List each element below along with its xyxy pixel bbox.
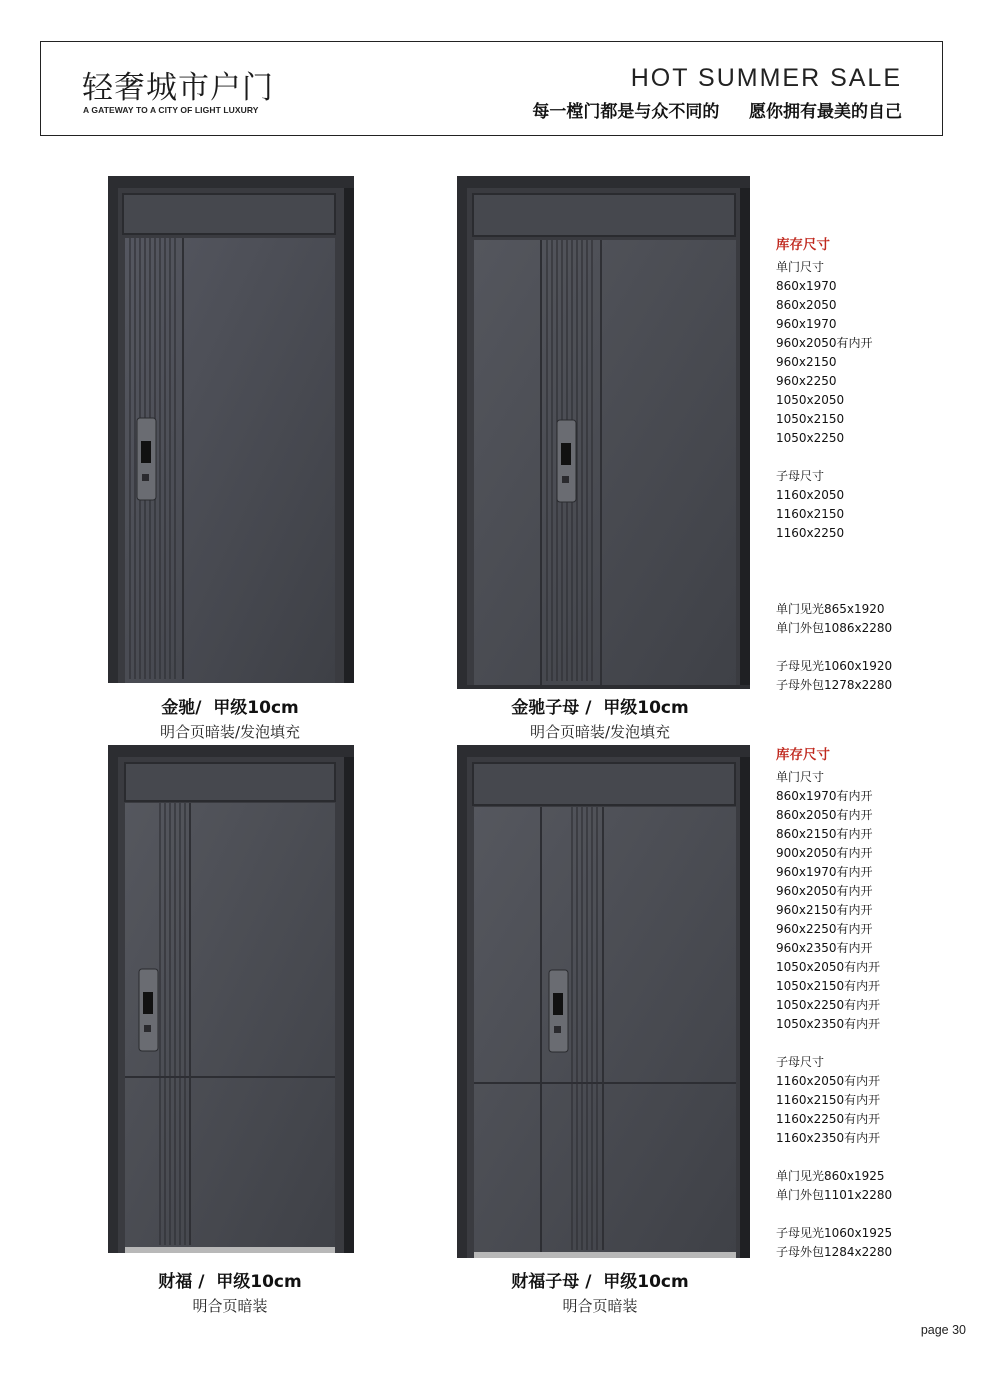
door-image-caifu-zimu: [457, 745, 750, 1258]
brand-title: 轻奢城市户门: [82, 70, 274, 106]
size-item: 960x1970: [776, 317, 837, 331]
size-item: 860x1970有内开: [776, 789, 873, 803]
note-item: 单门见光860x1925: [776, 1169, 885, 1183]
size-item: 1160x2250有内开: [776, 1112, 881, 1126]
size-item: 1050x2150有内开: [776, 979, 881, 993]
product-subtitle: 明合页暗装: [192, 1297, 268, 1315]
size-item: 1050x2150: [776, 412, 845, 426]
size-item: 860x1970: [776, 279, 837, 293]
size-item: 1050x2050有内开: [776, 960, 881, 974]
door-image-jinchi: [108, 176, 354, 683]
single-size-label: 单门尺寸: [776, 260, 825, 274]
specs-list-bottom: [776, 746, 892, 1262]
product-title: 金驰子母 / 甲级10cm: [511, 698, 689, 718]
size-item: 1050x2250有内开: [776, 998, 881, 1012]
door-image-jinchi-zimu: [457, 176, 750, 689]
size-item: 1050x2250: [776, 431, 845, 445]
product-caption-3: [100, 1267, 360, 1316]
size-item: 960x2150有内开: [776, 903, 873, 917]
size-item: 860x2050: [776, 298, 837, 312]
product-title: 财福 / 甲级10cm: [158, 1272, 302, 1292]
product-subtitle: 明合页暗装/发泡填充: [159, 723, 301, 741]
header-banner: [40, 41, 943, 136]
double-size-label: 子母尺寸: [776, 469, 825, 483]
size-item: 1160x2050有内开: [776, 1074, 881, 1088]
note-item: 子母见光1060x1925: [776, 1226, 893, 1240]
size-item: 960x1970有内开: [776, 865, 873, 879]
page-number: page 30: [920, 1323, 966, 1337]
size-item: 860x2150有内开: [776, 827, 873, 841]
product-title: 财福子母 / 甲级10cm: [511, 1272, 689, 1292]
product-caption-4: [470, 1267, 730, 1316]
size-item: 1160x2050: [776, 488, 845, 502]
size-item: 960x2050有内开: [776, 336, 873, 350]
note-item: 单门见光865x1920: [776, 602, 885, 616]
size-item: 1160x2150: [776, 507, 845, 521]
product-caption-2: [470, 693, 730, 742]
specs-list-top: [776, 236, 892, 695]
size-item: 1160x2250: [776, 526, 845, 540]
single-size-label: 单门尺寸: [776, 770, 825, 784]
product-caption-1: [100, 693, 360, 742]
product-subtitle: 明合页暗装/发泡填充: [529, 723, 671, 741]
slogan: 每一樘门都是与众不同的 愿你拥有最美的自己: [532, 102, 902, 122]
size-item: 960x2050有内开: [776, 884, 873, 898]
door-image-caifu: [108, 745, 354, 1253]
size-item: 960x2250有内开: [776, 922, 873, 936]
size-item: 960x2250: [776, 374, 837, 388]
size-item: 960x2350有内开: [776, 941, 873, 955]
size-item: 960x2150: [776, 355, 837, 369]
size-item: 900x2050有内开: [776, 846, 873, 860]
size-item: 1050x2350有内开: [776, 1017, 881, 1031]
size-item: 1050x2050: [776, 393, 845, 407]
specs-heading: 库存尺寸: [776, 747, 830, 763]
note-item: 单门外包1086x2280: [776, 621, 893, 635]
size-item: 1160x2350有内开: [776, 1131, 881, 1145]
sale-title: HOT SUMMER SALE: [630, 64, 902, 92]
note-item: 子母外包1278x2280: [776, 678, 893, 692]
note-item: 子母外包1284x2280: [776, 1245, 893, 1259]
size-item: 1160x2150有内开: [776, 1093, 881, 1107]
size-item: 860x2050有内开: [776, 808, 873, 822]
product-title: 金驰/ 甲级10cm: [161, 698, 299, 718]
double-size-label: 子母尺寸: [776, 1055, 825, 1069]
product-subtitle: 明合页暗装: [562, 1297, 638, 1315]
note-item: 单门外包1101x2280: [776, 1188, 893, 1202]
note-item: 子母见光1060x1920: [776, 659, 893, 673]
brand-subtitle: A GATEWAY TO A CITY OF LIGHT LUXURY: [83, 105, 259, 115]
specs-heading: 库存尺寸: [776, 237, 830, 253]
